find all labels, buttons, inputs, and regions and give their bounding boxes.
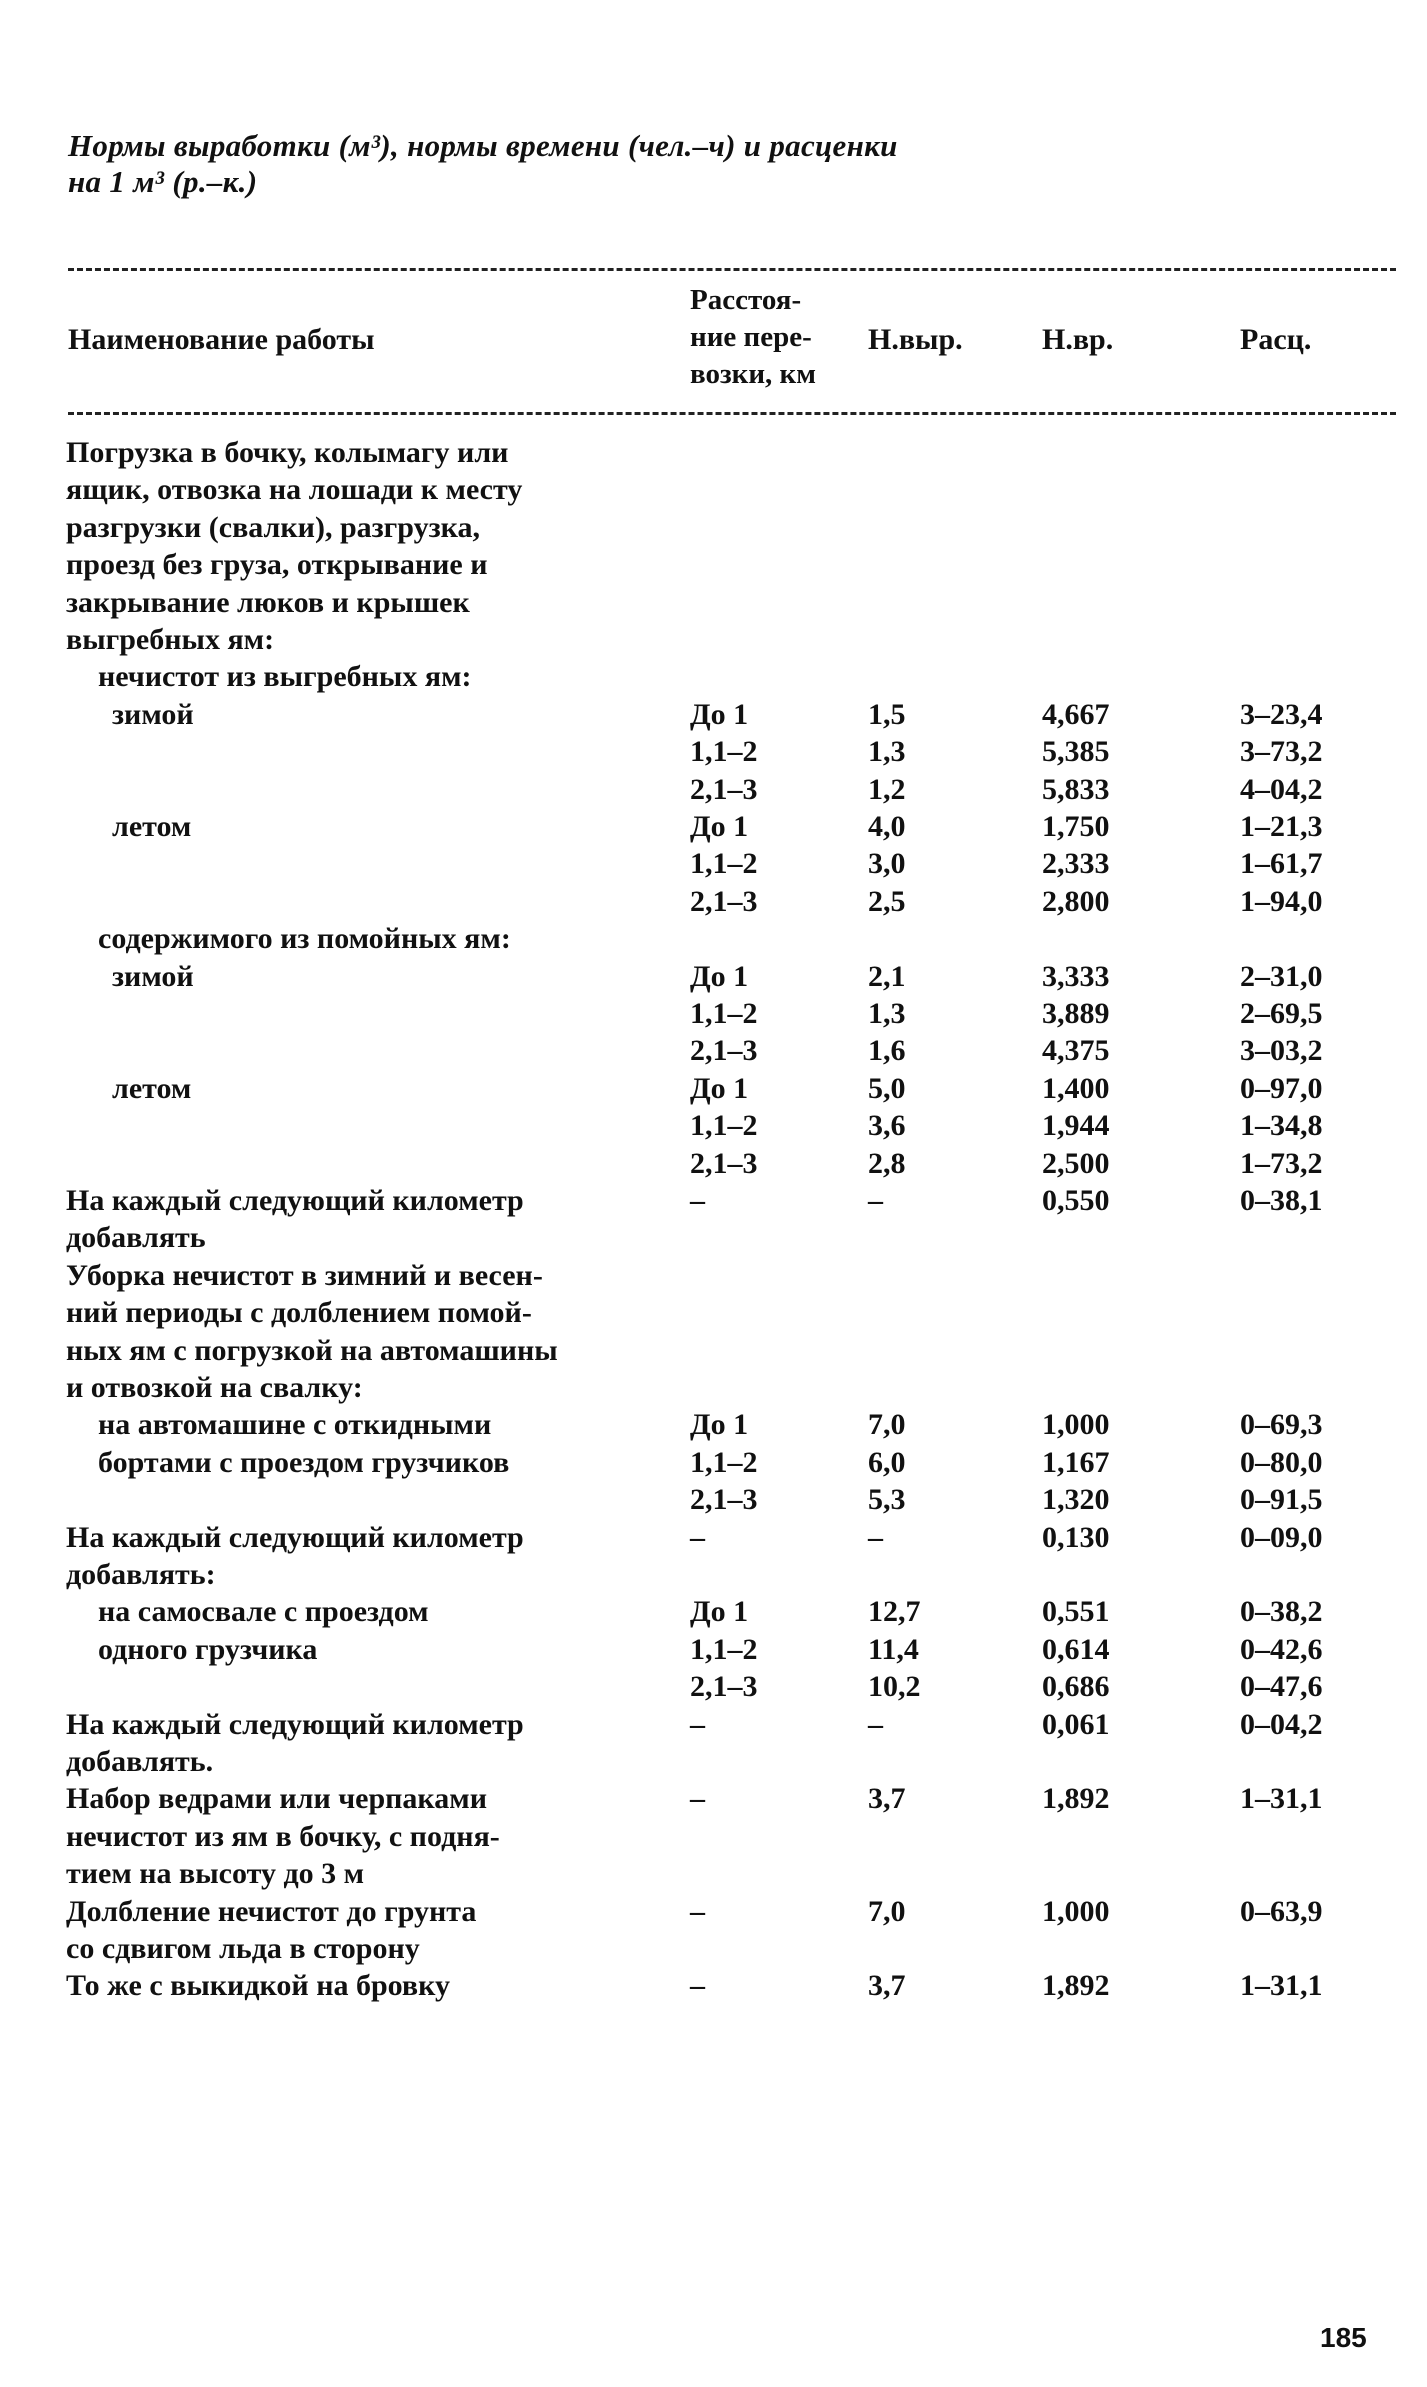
cell-rate: 0–91,5 [1240,1483,1323,1517]
cell-output: 3,7 [868,1782,906,1816]
cell-work-name: нечистот из выгребных ям: [98,660,472,694]
cell-distance: 1,1–2 [690,997,758,1030]
cell-distance: – [690,1894,705,1928]
cell-work-name: бортами с проездом грузчиков [98,1445,510,1479]
cell-time: 1,000 [1042,1894,1110,1928]
cell-time: 2,800 [1042,884,1110,918]
cell-output: – [868,1520,883,1554]
cell-rate: 1–31,1 [1240,1782,1323,1816]
cell-work-name: проезд без груза, открывание и [66,548,488,582]
cell-output: 5,0 [868,1071,906,1105]
cell-work-name: На каждый следующий километр [66,1184,524,1217]
cell-output: 11,4 [868,1632,919,1666]
cell-output: – [868,1707,883,1741]
cell-work-name: добавлять [66,1221,206,1255]
cell-work-name: Долбление нечистот до грунта [66,1894,477,1928]
cell-rate: 2–69,5 [1240,997,1323,1030]
cell-rate: 2–31,0 [1240,959,1323,993]
cell-work-name: на автомашине с откидными [98,1408,492,1442]
cell-rate: 0–38,2 [1240,1595,1323,1629]
cell-time: 1,892 [1042,1969,1110,2003]
cell-output: 3,6 [868,1109,906,1143]
cell-time: 0,550 [1042,1184,1110,1217]
cell-rate: 0–80,0 [1240,1445,1323,1479]
cell-output: 6,0 [868,1445,906,1479]
cell-output: 1,2 [868,772,906,806]
cell-rate: 0–69,3 [1240,1408,1323,1442]
cell-rate: 3–73,2 [1240,735,1323,769]
cell-time: 2,500 [1042,1146,1110,1180]
cell-rate: 0–04,2 [1240,1707,1323,1741]
cell-distance: До 1 [690,1071,749,1105]
cell-output: 7,0 [868,1408,906,1442]
page-number: 185 [1320,2322,1367,2353]
cell-work-name: закрывание люков и крышек [66,585,470,619]
cell-distance: – [690,1184,705,1217]
cell-rate: 0–47,6 [1240,1670,1323,1704]
table-title [68,128,1308,200]
cell-time: 1,892 [1042,1782,1110,1816]
cell-rate: 1–61,7 [1240,847,1323,881]
cell-work-name: выгребных ям: [66,623,275,656]
cell-rate: 1–94,0 [1240,884,1323,918]
cell-time: 1,400 [1042,1071,1110,1105]
cell-time: 0,130 [1042,1520,1110,1554]
cell-distance: 2,1–3 [690,772,758,806]
cell-distance: До 1 [690,959,749,993]
cell-time: 0,686 [1042,1670,1110,1704]
cell-work-name: ний периоды с долблением помой- [66,1296,532,1330]
cell-distance: До 1 [690,1408,749,1442]
cell-time: 0,614 [1042,1632,1110,1666]
title-line-1: Нормы выработки (м³), нормы времени (чел.–ч) и расценки [68,128,898,163]
cell-time: 3,889 [1042,997,1110,1030]
cell-output: 3,0 [868,847,906,881]
cell-output: 1,3 [868,997,906,1030]
header-distance-line-3: возки, км [690,358,816,390]
cell-time: 1,320 [1042,1483,1110,1517]
cell-time: 3,333 [1042,959,1110,993]
cell-time: 1,167 [1042,1445,1110,1479]
cell-distance: 2,1–3 [690,884,758,918]
cell-distance: До 1 [690,810,749,843]
cell-output: 4,0 [868,810,906,843]
cell-work-name: на самосвале с проездом [98,1595,429,1629]
cell-output: 1,6 [868,1034,906,1068]
header-name: Наименование работы [68,323,375,356]
cell-output: 2,1 [868,959,906,993]
cell-work-name: одного грузчика [98,1632,318,1666]
cell-output: 12,7 [868,1595,921,1629]
cell-distance: До 1 [690,697,749,731]
cell-output: 3,7 [868,1969,906,2003]
cell-distance: – [690,1782,705,1816]
cell-work-name: добавлять. [66,1745,214,1778]
cell-output: 10,2 [868,1670,921,1704]
cell-rate: 4–04,2 [1240,772,1323,806]
cell-time: 1,944 [1042,1109,1110,1143]
cell-rate: 3–03,2 [1240,1034,1323,1068]
header-distance [690,282,816,393]
cell-distance: – [690,1969,705,2003]
cell-output: – [868,1184,883,1217]
cell-time: 5,385 [1042,735,1110,769]
cell-distance: – [690,1707,705,1741]
header-output: Н.выр. [868,323,963,356]
cell-work-name: содержимого из помойных ям: [98,922,511,956]
cell-time: 1,000 [1042,1408,1110,1442]
cell-output: 1,5 [868,697,906,731]
cell-output: 7,0 [868,1894,906,1928]
cell-work-name: ных ям с погрузкой на автомашины [66,1333,558,1367]
cell-distance: 1,1–2 [690,735,758,769]
header-top-rule [68,268,1396,271]
cell-time: 4,667 [1042,697,1110,731]
cell-distance: До 1 [690,1595,749,1629]
cell-work-name: разгрузки (свалки), разгрузка, [66,510,480,544]
cell-rate: 0–38,1 [1240,1184,1323,1217]
cell-distance: 1,1–2 [690,1445,758,1479]
cell-rate: 1–31,1 [1240,1969,1323,2003]
cell-work-name: добавлять: [66,1558,216,1591]
cell-work-name: нечистот из ям в бочку, с подня- [66,1819,500,1853]
cell-distance: 2,1–3 [690,1670,758,1704]
cell-time: 4,375 [1042,1034,1110,1068]
cell-work-name: зимой [112,959,194,993]
cell-work-name: То же с выкидкой на бровку [66,1969,450,2003]
cell-rate: 0–63,9 [1240,1894,1323,1928]
cell-time: 5,833 [1042,772,1110,806]
cell-work-name: зимой [112,697,194,731]
cell-time: 2,333 [1042,847,1110,881]
cell-rate: 3–23,4 [1240,697,1323,731]
cell-distance: 2,1–3 [690,1146,758,1180]
header-distance-line-1: Расстоя- [690,284,802,316]
cell-work-name: летом [112,810,192,843]
cell-work-name: со сдвигом льда в сторону [66,1932,420,1965]
cell-work-name: Набор ведрами или черпаками [66,1782,487,1816]
cell-output: 5,3 [868,1483,906,1517]
cell-rate: 0–97,0 [1240,1071,1323,1105]
cell-work-name: На каждый следующий километр [66,1707,524,1741]
cell-distance: 1,1–2 [690,1632,758,1666]
title-line-2: на 1 м³ (р.–к.) [68,164,258,199]
cell-time: 1,750 [1042,810,1110,843]
cell-work-name: тием на высоту до 3 м [66,1857,365,1891]
cell-rate: 1–73,2 [1240,1146,1323,1180]
header-rate: Расц. [1240,323,1312,356]
cell-work-name: На каждый следующий километр [66,1520,524,1554]
cell-work-name: Погрузка в бочку, колымагу или [66,436,509,469]
cell-output: 1,3 [868,735,906,769]
cell-distance: 1,1–2 [690,1109,758,1143]
cell-rate: 1–34,8 [1240,1109,1323,1143]
cell-work-name: Уборка нечистот в зимний и весен- [66,1258,543,1292]
cell-distance: 2,1–3 [690,1483,758,1517]
cell-output: 2,8 [868,1146,906,1180]
header-time: Н.вр. [1042,323,1114,356]
cell-work-name: летом [112,1071,192,1105]
cell-time: 0,551 [1042,1595,1110,1629]
cell-distance: 2,1–3 [690,1034,758,1068]
header-bottom-rule [68,412,1396,415]
cell-rate: 1–21,3 [1240,810,1323,843]
cell-rate: 0–42,6 [1240,1632,1323,1666]
cell-time: 0,061 [1042,1707,1110,1741]
cell-distance: – [690,1520,705,1554]
header-distance-line-2: ние пере- [690,321,812,353]
cell-work-name: ящик, отвозка на лошади к месту [66,473,523,507]
cell-distance: 1,1–2 [690,847,758,881]
cell-output: 2,5 [868,884,906,918]
cell-rate: 0–09,0 [1240,1520,1323,1554]
cell-work-name: и отвозкой на свалку: [66,1371,363,1404]
